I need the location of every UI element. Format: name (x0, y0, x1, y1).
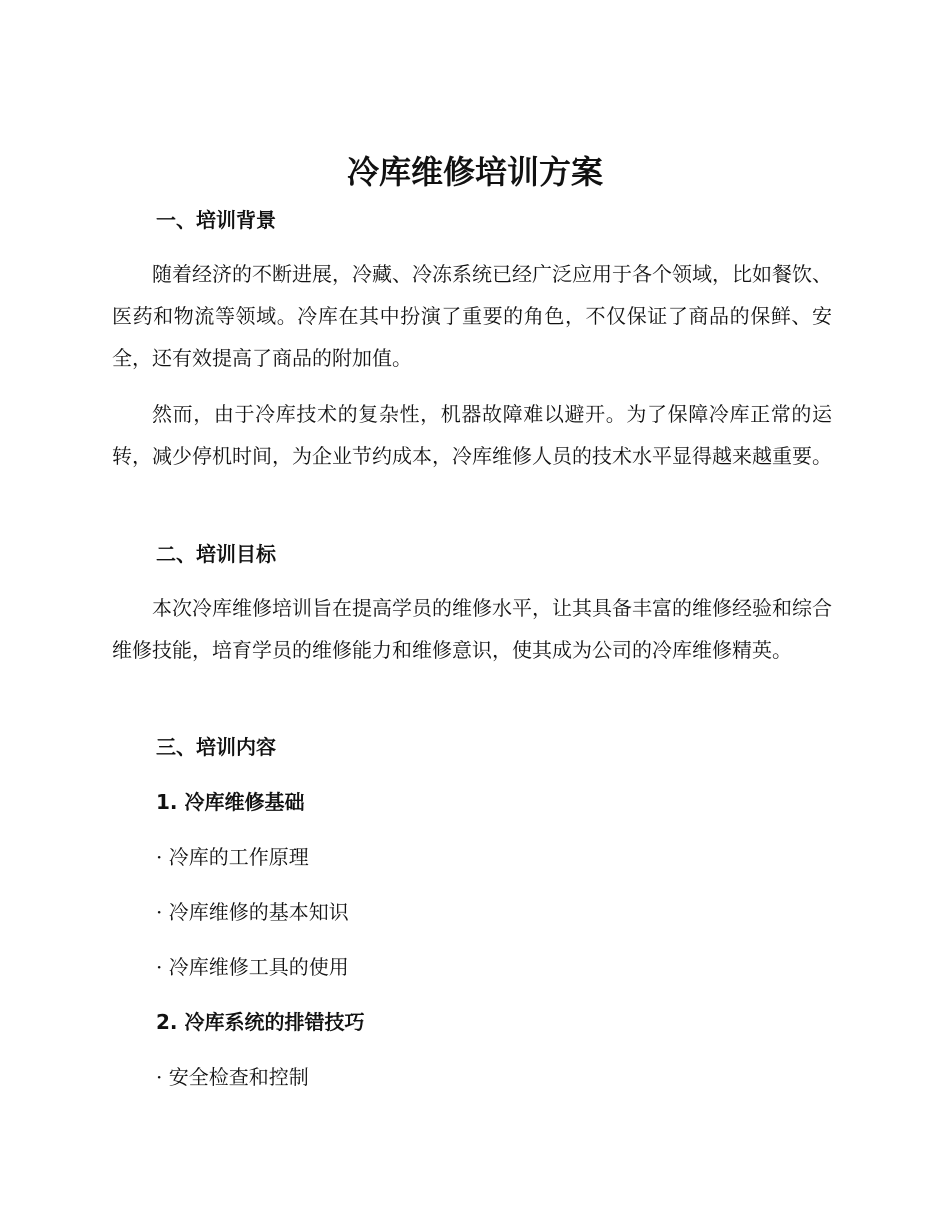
list-item: · 冷库维修的基本知识 (156, 900, 349, 924)
paragraph-background-2: 然而，由于冷库技术的复杂性，机器故障难以避开。为了保障冷库正常的运转，减少停机时间，为企业节约成本，冷库维修人员的技术水平显得越来越重要。 (112, 402, 832, 468)
section-heading-background: 一、培训背景 (156, 208, 276, 232)
list-item: · 安全检查和控制 (156, 1065, 309, 1089)
subsection-heading-troubleshooting: 2. 冷库系统的排错技巧 (156, 1010, 365, 1034)
paragraph-goals: 本次冷库维修培训旨在提高学员的维修水平，让其具备丰富的维修经验和综合维修技能，培育学员的维修能力和维修意识，使其成为公司的冷库维修精英。 (112, 596, 832, 662)
subsection-heading-basics: 1. 冷库维修基础 (156, 790, 305, 814)
section-heading-content: 三、培训内容 (156, 735, 276, 759)
list-item: · 冷库的工作原理 (156, 845, 309, 869)
list-item: · 冷库维修工具的使用 (156, 955, 349, 979)
section-heading-goals: 二、培训目标 (156, 542, 276, 566)
document-title: 冷库维修培训方案 (346, 153, 603, 191)
paragraph-background-1: 随着经济的不断进展，冷藏、冷冻系统已经广泛应用于各个领域，比如餐饮、医药和物流等领域。冷库在其中扮演了重要的角色，不仅保证了商品的保鲜、安全，还有效提高了商品的附加值。 (112, 262, 832, 370)
